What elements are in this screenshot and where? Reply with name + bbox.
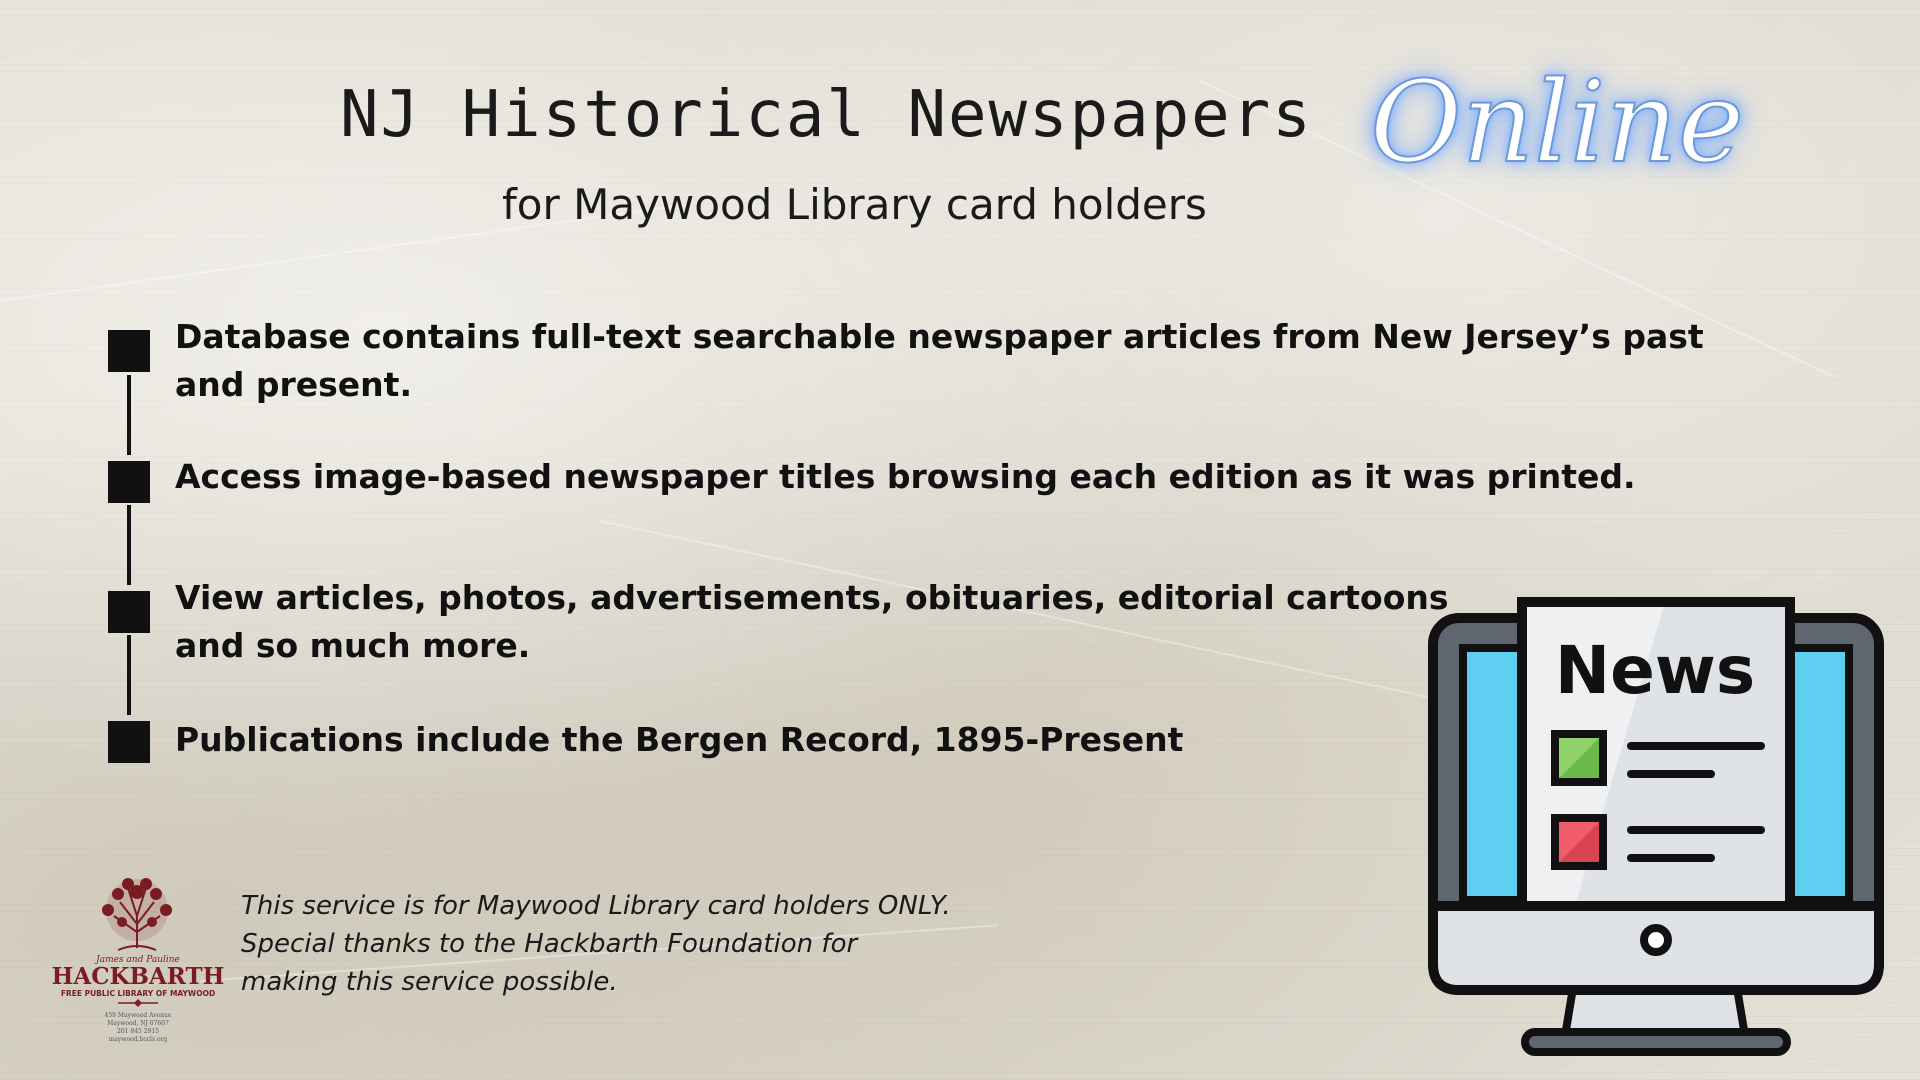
title-row	[340, 58, 1745, 188]
bullet-item	[175, 574, 1449, 670]
bullet-item	[175, 313, 1704, 409]
logo-name: HACKBARTH	[51, 963, 225, 990]
bullet-marker	[108, 591, 150, 633]
logo-phone: 201 845 2915	[117, 1028, 159, 1035]
bullet-marker	[108, 721, 150, 763]
bullet-marker	[108, 330, 150, 372]
bullet-line: View articles, photos, advertisements, obituaries, editorial cartoons	[175, 578, 1449, 617]
page-title: NJ Historical Newspapers	[340, 78, 1313, 152]
page-subtitle: for Maywood Library card holders	[502, 180, 1207, 229]
logo-address-line: Maywood, NJ 07607	[107, 1020, 169, 1027]
news-monitor-icon	[1425, 596, 1887, 1058]
bullet-line: and so much more.	[175, 626, 531, 665]
tree-logo-icon	[48, 872, 228, 1048]
bullet-item	[175, 716, 1183, 764]
bullet-line: Database contains full-text searchable newspaper articles from New Jersey’s past	[175, 317, 1704, 356]
footnote-line: Special thanks to the Hackbarth Foundation for	[241, 929, 858, 959]
logo-website: maywood.bccls.org	[108, 1036, 168, 1043]
footnote-line: making this service possible.	[241, 967, 618, 997]
news-screen-label: News	[1554, 632, 1756, 709]
bullet-line: and present.	[175, 365, 412, 404]
timeline-connector	[127, 375, 131, 455]
timeline-connector	[127, 635, 131, 715]
logo-script-text: James and Pauline	[96, 955, 180, 965]
bullet-line: Publications include the Bergen Record, 1895-Present	[175, 720, 1184, 759]
footnote-line: This service is for Maywood Library card holders ONLY.	[241, 891, 951, 921]
timeline-connector	[127, 505, 131, 585]
logo-address-line: 459 Maywood Avenue	[104, 1012, 172, 1019]
news-monitor-illustration	[1425, 596, 1887, 1058]
hackbarth-library-logo	[48, 872, 228, 1048]
logo-subtitle: FREE PUBLIC LIBRARY OF MAYWOOD	[60, 989, 216, 998]
bullet-marker	[108, 461, 150, 503]
bullet-line: Access image-based newspaper titles browsing each edition as it was printed.	[175, 457, 1636, 496]
footnote	[241, 887, 1001, 1001]
title-accent-neon: Online	[1370, 58, 1745, 188]
bullet-item	[175, 453, 1636, 501]
